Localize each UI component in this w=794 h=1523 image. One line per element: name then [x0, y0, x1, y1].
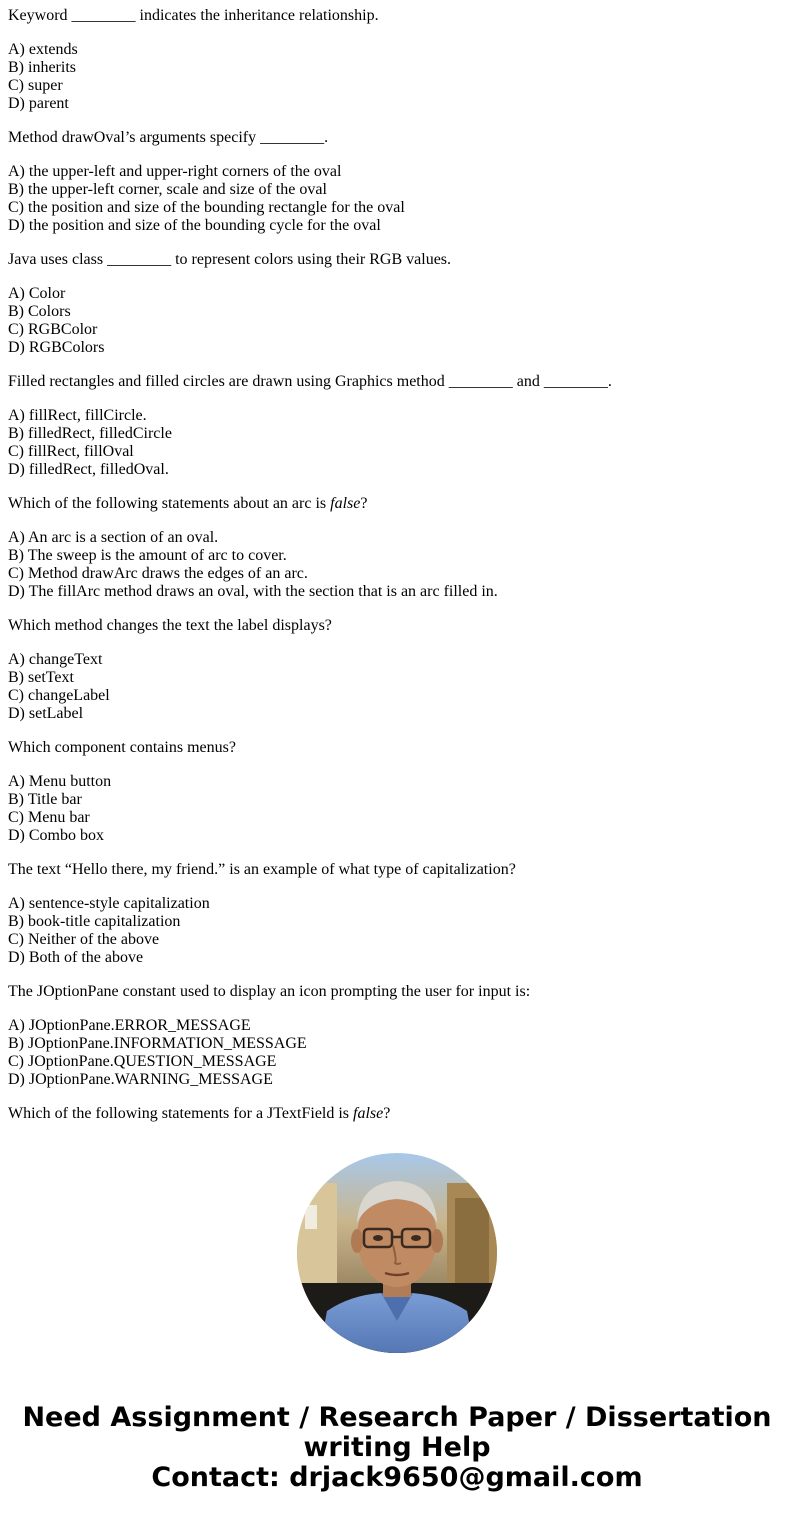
answer-option: D) the position and size of the bounding cycle for the oval [8, 217, 381, 234]
answer-option: B) inherits [8, 59, 76, 76]
answer-option: B) Colors [8, 303, 71, 320]
question-stem-emphasis: false [330, 495, 361, 512]
answer-option: D) RGBColors [8, 339, 105, 356]
answer-option: A) sentence-style capitalization [8, 895, 210, 912]
answer-option: A) JOptionPane.ERROR_MESSAGE [8, 1017, 251, 1034]
question-stem: Which component contains menus? [8, 739, 236, 756]
answer-option: A) Menu button [8, 773, 112, 790]
question-stem: Which method changes the text the label displays? [8, 617, 332, 634]
answer-option: D) parent [8, 95, 69, 112]
question-stem: The text “Hello there, my friend.” is an example of what type of capitalization? [8, 861, 516, 878]
answer-option: C) fillRect, fillOval [8, 443, 134, 460]
answer-options [8, 41, 788, 113]
answer-option: C) JOptionPane.QUESTION_MESSAGE [8, 1053, 277, 1070]
answer-option: D) Combo box [8, 827, 104, 844]
answer-option: B) the upper-left corner, scale and size of the oval [8, 181, 327, 198]
question-stem: The JOptionPane constant used to display an icon prompting the user for input is: [8, 983, 531, 1000]
answer-option: B) Title bar [8, 791, 82, 808]
answer-options [8, 895, 788, 967]
answer-options [8, 1017, 788, 1089]
answer-option: D) Both of the above [8, 949, 144, 966]
answer-option: B) filledRect, filledCircle [8, 425, 172, 442]
answer-option: A) extends [8, 41, 78, 58]
promo-line-1: Need Assignment / Research Paper / Dissertation [22, 1402, 772, 1433]
answer-option: D) JOptionPane.WARNING_MESSAGE [8, 1071, 273, 1088]
question-stem: Method drawOval’s arguments specify ________. [8, 129, 329, 146]
tutor-avatar [297, 1153, 497, 1353]
promo-banner [0, 1403, 794, 1493]
answer-option: C) the position and size of the bounding rectangle for the oval [8, 199, 405, 216]
question-stem-end: ? [383, 1105, 391, 1122]
question-stem-text: Which of the following statements about an arc is [8, 495, 331, 512]
answer-option: D) setLabel [8, 705, 84, 722]
answer-options [8, 529, 788, 601]
question-stem: Keyword ________ indicates the inheritance relationship. [8, 7, 379, 24]
answer-option: C) Menu bar [8, 809, 90, 826]
answer-option: C) RGBColor [8, 321, 98, 338]
answer-option: A) An arc is a section of an oval. [8, 529, 219, 546]
question-stem: Filled rectangles and filled circles are drawn using Graphics method ________ and ________. [8, 373, 612, 390]
answer-option: D) The fillArc method draws an oval, with the section that is an arc filled in. [8, 583, 498, 600]
quiz-content [8, 7, 788, 1125]
answer-options [8, 285, 788, 357]
question-stem [8, 495, 788, 513]
answer-option: C) super [8, 77, 63, 94]
answer-option: A) fillRect, fillCircle. [8, 407, 147, 424]
question-stem-text: Which of the following statements for a JTextField is [8, 1105, 354, 1122]
answer-options [8, 773, 788, 845]
answer-option: B) JOptionPane.INFORMATION_MESSAGE [8, 1035, 307, 1052]
question-stem [8, 1105, 788, 1123]
answer-options [8, 163, 788, 235]
tutor-portrait-icon [297, 1153, 497, 1353]
promo-line-2: writing Help [303, 1432, 491, 1463]
answer-option: C) Method drawArc draws the edges of an arc. [8, 565, 308, 582]
question-stem-emphasis: false [353, 1105, 384, 1122]
answer-option: B) setText [8, 669, 74, 686]
answer-option: C) Neither of the above [8, 931, 160, 948]
answer-option: A) changeText [8, 651, 103, 668]
question-stem-end: ? [360, 495, 368, 512]
answer-option: C) changeLabel [8, 687, 110, 704]
answer-option: D) filledRect, filledOval. [8, 461, 169, 478]
answer-options [8, 407, 788, 479]
answer-option: B) The sweep is the amount of arc to cover. [8, 547, 287, 564]
promo-contact-line: Contact: drjack9650@gmail.com [151, 1462, 643, 1493]
answer-option: B) book-title capitalization [8, 913, 181, 930]
answer-options [8, 651, 788, 723]
answer-option: A) the upper-left and upper-right corners of the oval [8, 163, 342, 180]
answer-option: A) Color [8, 285, 66, 302]
question-stem: Java uses class ________ to represent colors using their RGB values. [8, 251, 452, 268]
